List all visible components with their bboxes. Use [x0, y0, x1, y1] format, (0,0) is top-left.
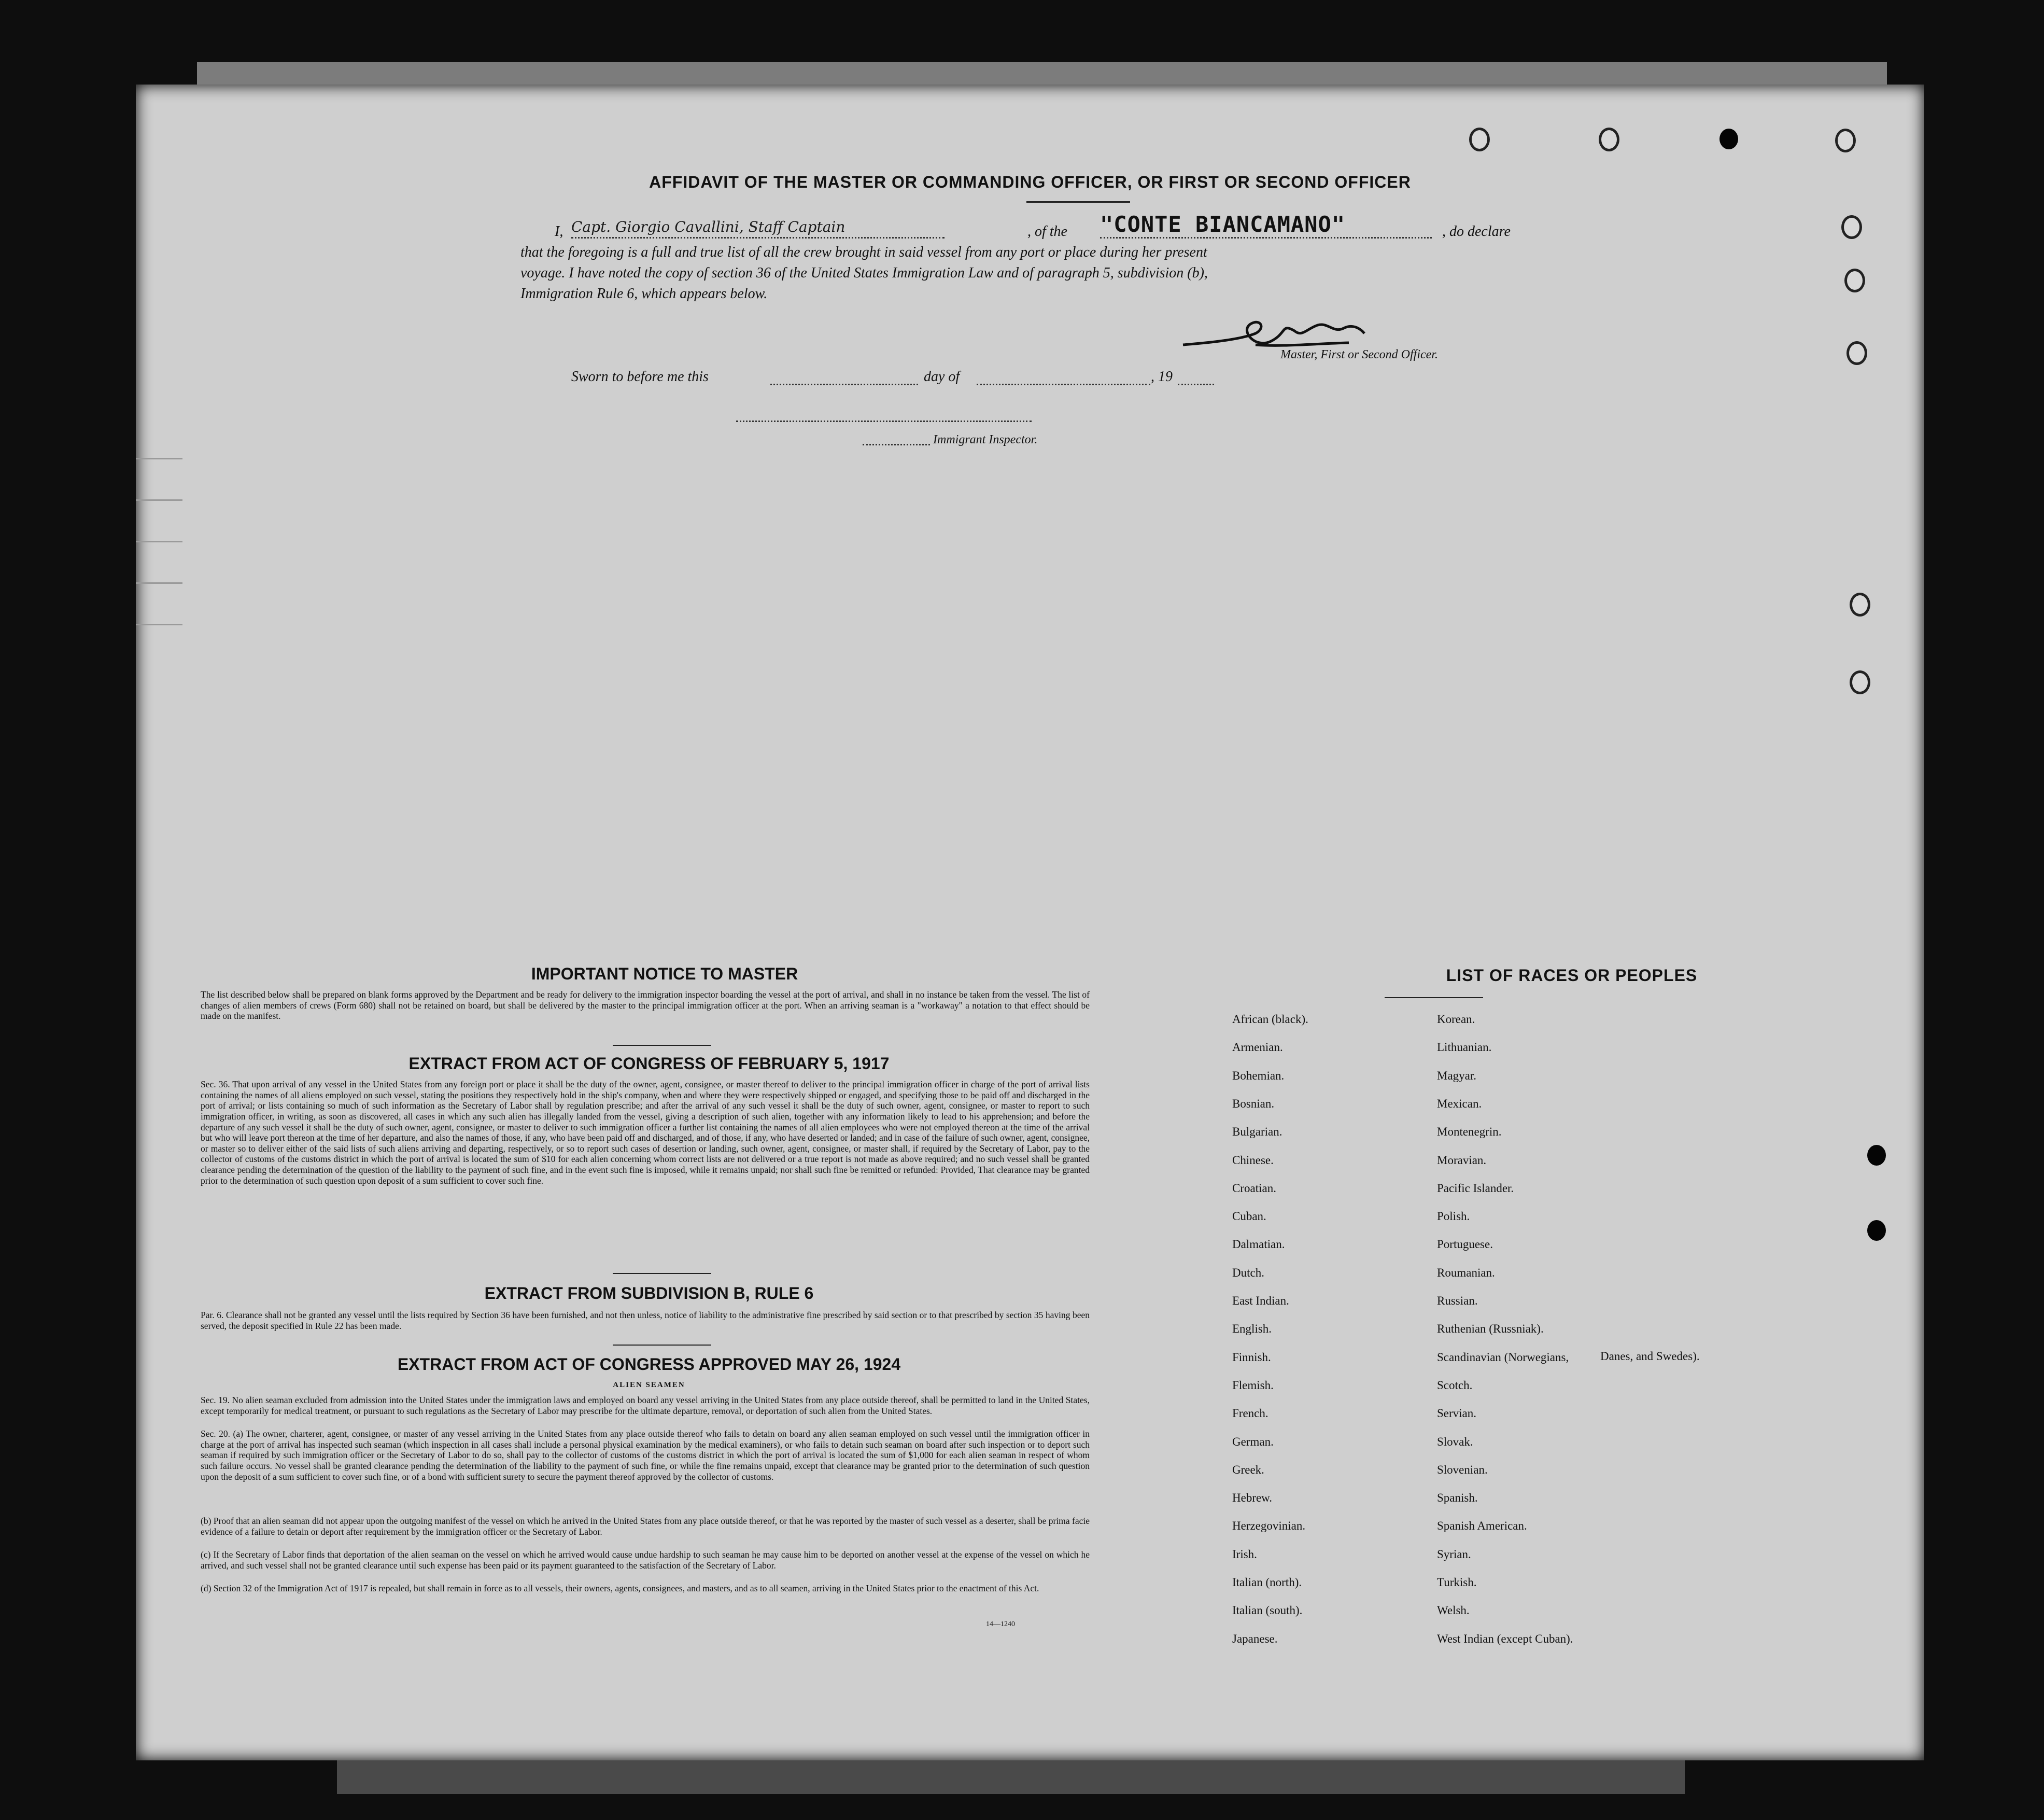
inspector-prefix-line	[863, 444, 930, 445]
race-item: Irish.	[1232, 1548, 1257, 1561]
manifest-page	[136, 85, 1924, 1760]
left-rule	[136, 624, 182, 625]
inspector-label: Immigrant Inspector.	[933, 433, 1038, 446]
sec-20a-text: Sec. 20. (a) The owner, charterer, agent, consignee, or master of any vessel arriving in the United States from any place outside thereof who fails to detain on board any alien seaman employed on such vessel until the immigration officer in charge at the port of arrival has inspected such seaman (which inspection in all cases shall include a personal physical examination by the medical examiners), or who fails to detain such seaman on board after such inspection or to deport such seaman if required by such immigration officer or the Secretary of Labor to do so, shall pay to the collector of customs of the customs district in which the port of arrival is located the sum of $1,000 for each alien seaman in respect of whom such failure occurs. No vessel shall be granted clearance pending the determination of the liability to the payment of such fine, or while the fine remains unpaid, except that clearance may be granted prior to the determination of such question upon the deposit of a sum sufficient to cover such fine, or of a bond with sufficient surety to secure the payment thereof approved by the collector of customs.	[201, 1429, 1090, 1482]
race-item: Roumanian.	[1437, 1266, 1495, 1279]
race-item: Italian (south).	[1232, 1604, 1303, 1617]
extract-1917-text: Sec. 36. That upon arrival of any vessel in the United States from any foreign port or place it shall be the duty of the owner, agent, consignee, or master thereof to deliver to the principal immigration officer in charge of the port of arrival lists containing the names of all aliens employed on such vessel, stating the positions they respectively hold in the ship's company, when and where they were respectively shipped or engaged, and specifying those to be paid off and discharged in the port of arrival; or lists containing so much of such information as the Secretary of Labor shall by regulation prescribe; and after the arrival of any such vessel it shall be the duty of such owner, agent, consignee, or master to report to such immigration officer, in writing, as soon as discovered, all cases in which any such alien has illegally landed from the vessel, giving a description of such alien, together with any information likely to lead to his apprehension; and before the departure of any such vessel it shall be the duty of such owner, agent, consignee, or master to deliver to such immigration officer a further list containing the names of all alien employees who were not employed thereon at the time of the arrival but who will leave port thereon at the time of her departure, and also the names of those, if any, who have been paid off and discharged, and of those, if any, who have deserted or landed; and in case of the failure of such owner, agent, consignee, or master so to deliver either of the said lists of such aliens arriving and departing, respectively, or so to report such cases of desertion or landing, such owner, agent, consignee, or master shall, if required by the Secretary of Labor, pay to the collector of customs of the customs district in which the port of arrival is located the sum of $10 for each alien concerning whom correct lists are not delivered or a true report is not made as above required; and no such vessel shall be granted clearance pending the determination of the question of the liability to the payment of such fine, and in the event such fine is imposed, while it remains unpaid; nor shall such fine be remitted or refunded: Provided, That clearance may be granted prior to the determination of such question upon deposit of a sum sufficient to cover such fine.	[201, 1079, 1090, 1186]
affidavit-of-the: , of the	[1027, 223, 1067, 240]
affidavit-line-4: Immigration Rule 6, which appears below.	[520, 286, 768, 302]
race-item: Scotch.	[1437, 1379, 1473, 1392]
sec-20b-text: (b) Proof that an alien seaman did not appear upon the outgoing manifest of the vessel on which he arrived in the United States from any place outside thereof, or that he was reported by the master of such vessel as a deserter, shall be prima facie evidence of a failure to detain or deport after requirement by the immigration officer or the Secretary of Labor.	[201, 1516, 1090, 1537]
extract-1917-title: EXTRACT FROM ACT OF CONGRESS OF FEBRUARY 5, 1917	[408, 1054, 890, 1073]
divider	[613, 1273, 711, 1274]
punch-hole	[1850, 670, 1870, 694]
race-item: Armenian.	[1232, 1041, 1283, 1054]
race-item: Hebrew.	[1232, 1491, 1273, 1504]
alien-seamen-subtitle: ALIEN SEAMEN	[613, 1381, 685, 1389]
race-item: Portuguese.	[1437, 1238, 1493, 1251]
sworn-year-line	[1178, 384, 1214, 385]
race-item: Syrian.	[1437, 1548, 1471, 1561]
sec-20c-text: (c) If the Secretary of Labor finds that deportation of the alien seaman on the vessel on which he arrived would cause undue hardship to such seaman he may cause him to be deported on another vessel at the expense of the vessel on which he arrived, and such vessel shall not be granted clearance until such expense has been paid or its payment guaranteed to the satisfaction of the Secretary of Labor.	[201, 1549, 1090, 1571]
divider	[613, 1045, 711, 1046]
race-item: West Indian (except Cuban).	[1437, 1632, 1573, 1645]
punch-hole	[1844, 269, 1865, 292]
extract-1924-title: EXTRACT FROM ACT OF CONGRESS APPROVED MAY 26, 1924	[397, 1355, 901, 1374]
punch-hole	[1850, 593, 1870, 617]
race-item: East Indian.	[1232, 1294, 1289, 1307]
race-item: Turkish.	[1437, 1576, 1477, 1589]
race-item: Spanish American.	[1437, 1519, 1527, 1532]
race-item: Cuban.	[1232, 1210, 1266, 1223]
race-item: Greek.	[1232, 1463, 1264, 1476]
sec-19-text: Sec. 19. No alien seaman excluded from admission into the United States under the immigration laws and employed on board any vessel arriving in the United States from any place outside thereof, shall be permitted to land in the United States, except temporarily for medical treatment, or pursuant to such regulations as the Secretary of Labor may prescribe for the ultimate departure, removal, or deportation of such alien from the United States.	[201, 1395, 1090, 1416]
left-rule	[136, 458, 182, 459]
race-item: Polish.	[1437, 1210, 1470, 1223]
punch-hole	[1867, 1145, 1886, 1166]
officer-name-line	[571, 237, 945, 239]
race-item: French.	[1232, 1407, 1268, 1420]
punch-hole	[1867, 1220, 1886, 1241]
race-item: Flemish.	[1232, 1379, 1274, 1392]
punch-hole	[1846, 341, 1867, 365]
notice-title: IMPORTANT NOTICE TO MASTER	[531, 964, 798, 983]
signature-caption: Master, First or Second Officer.	[1280, 348, 1438, 361]
race-item: English.	[1232, 1322, 1272, 1335]
sworn-day-line	[770, 384, 918, 385]
affidavit-do-declare: , do declare	[1442, 223, 1511, 240]
race-item: African (black).	[1232, 1013, 1308, 1026]
vessel-name: "CONTE BIANCAMANO"	[1100, 212, 1346, 237]
punch-hole	[1599, 128, 1619, 151]
race-item: Chinese.	[1232, 1154, 1274, 1167]
race-item: Croatian.	[1232, 1182, 1276, 1195]
race-item: Dalmatian.	[1232, 1238, 1285, 1251]
vessel-name-line	[1100, 237, 1432, 239]
race-item: Herzegovinian.	[1232, 1519, 1306, 1532]
race-item: Pacific Islander.	[1437, 1182, 1514, 1195]
sworn-label: Sworn to before me this	[571, 369, 709, 385]
punch-hole	[1835, 129, 1856, 152]
race-item: Spanish.	[1437, 1491, 1478, 1504]
punch-hole	[1719, 129, 1738, 149]
extract-rule6-title: EXTRACT FROM SUBDIVISION B, RULE 6	[484, 1284, 814, 1303]
punch-hole	[1469, 128, 1490, 151]
year-prefix: , 19	[1151, 369, 1173, 385]
race-item: Bosnian.	[1232, 1097, 1275, 1110]
form-number: 14—1240	[986, 1620, 1015, 1628]
extract-rule6-text: Par. 6. Clearance shall not be granted any vessel until the lists required by Section 36 have been furnished, and not then unless, notice of liability to the administrative fine prescribed by said section or to that prescribed by section 35 having been served, the deposit specified in Rule 22 has been made.	[201, 1310, 1090, 1331]
race-item: Russian.	[1437, 1294, 1478, 1307]
race-item: Servian.	[1437, 1407, 1477, 1420]
day-of-label: day of	[924, 369, 960, 385]
race-item: Danes, and Swedes).	[1600, 1350, 1700, 1363]
race-item: Bohemian.	[1232, 1069, 1285, 1082]
left-rule	[136, 582, 182, 584]
left-rule	[136, 541, 182, 542]
race-item: Italian (north).	[1232, 1576, 1302, 1589]
race-item: Scandinavian (Norwegians,	[1437, 1351, 1569, 1364]
divider	[613, 1345, 711, 1346]
affidavit-title: AFFIDAVIT OF THE MASTER OR COMMANDING OFFICER, OR FIRST OR SECOND OFFICER	[649, 173, 1411, 191]
divider	[1385, 997, 1483, 998]
notice-text: The list described below shall be prepared on blank forms approved by the Department and be ready for delivery to the immigration inspector boarding the vessel at the port of arrival, and shall in no instance be taken from the vessel. The list of changes of alien members of crews (Form 680) shall not be retained on board, but shall be delivered by the master to the principal immigration officer at the port. When an arriving seaman is a "workaway" a notation to that effect should be made on the manifest.	[201, 989, 1090, 1021]
officer-name: Capt. Giorgio Cavallini, Staff Captain	[571, 218, 845, 235]
race-item: Moravian.	[1437, 1154, 1487, 1167]
race-item: Montenegrin.	[1437, 1125, 1502, 1138]
race-item: Bulgarian.	[1232, 1125, 1282, 1138]
affidavit-line-2: that the foregoing is a full and true list of all the crew brought in said vessel from any port or place during her present	[520, 244, 1207, 260]
sec-20d-text: (d) Section 32 of the Immigration Act of 1917 is repealed, but shall remain in force as to all vessels, their owners, agents, consignees, and masters, and as to all seamen, arriving in the United States prior to the enactment of this Act.	[201, 1583, 1039, 1593]
punch-hole	[1841, 215, 1862, 239]
affidavit-i-label: I,	[555, 223, 563, 240]
race-item: Slovak.	[1437, 1435, 1473, 1448]
left-rule	[136, 499, 182, 501]
races-title: LIST OF RACES OR PEOPLES	[1446, 966, 1698, 985]
race-item: Magyar.	[1437, 1069, 1477, 1082]
race-item: Ruthenian (Russniak).	[1437, 1322, 1544, 1335]
title-divider	[1026, 201, 1130, 203]
race-item: Dutch.	[1232, 1266, 1264, 1279]
race-item: Lithuanian.	[1437, 1041, 1492, 1054]
race-item: Slovenian.	[1437, 1463, 1488, 1476]
race-item: German.	[1232, 1435, 1274, 1448]
race-item: Korean.	[1437, 1013, 1475, 1026]
race-item: Welsh.	[1437, 1604, 1470, 1617]
race-item: Finnish.	[1232, 1351, 1271, 1364]
race-item: Mexican.	[1437, 1097, 1482, 1110]
inspector-signature-line	[736, 421, 1032, 422]
race-item: Japanese.	[1232, 1632, 1278, 1645]
affidavit-line-3: voyage. I have noted the copy of section 36 of the United States Immigration Law and of paragraph 5, subdivision (b),	[520, 265, 1208, 281]
sworn-month-line	[977, 384, 1150, 385]
